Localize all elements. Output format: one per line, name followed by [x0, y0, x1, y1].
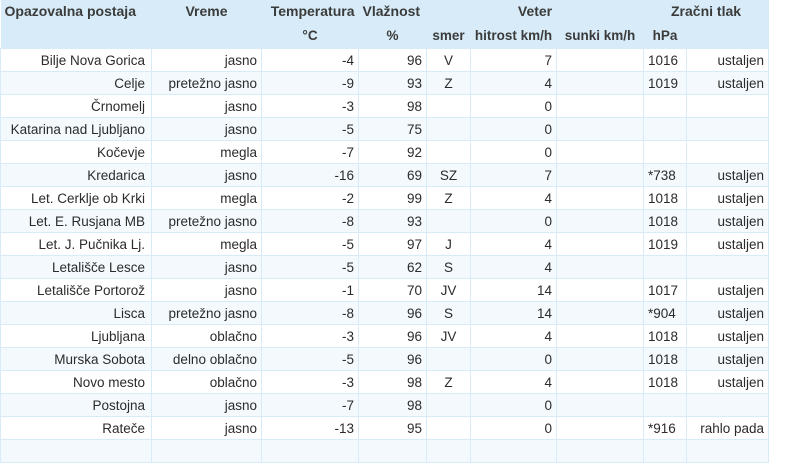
- wind-direction-cell: [427, 394, 471, 417]
- pressure-cell: 1017: [644, 279, 687, 302]
- table-row: [1, 325, 769, 348]
- temperature-cell: -5: [262, 118, 359, 141]
- pressure-cell: [644, 118, 687, 141]
- pressure-tendency-cell: ustaljen: [687, 233, 769, 256]
- pressure-cell: *916: [644, 417, 687, 440]
- pressure-cell: 1018: [644, 348, 687, 371]
- station-cell: Murska Sobota: [1, 348, 152, 371]
- wind-speed-cell: 0: [471, 348, 557, 371]
- pressure-tendency-cell: ustaljen: [687, 164, 769, 187]
- table-row: [1, 49, 769, 72]
- wind-direction-cell: Z: [427, 187, 471, 210]
- pressure-cell: [644, 141, 687, 164]
- wind-direction-cell: S: [427, 302, 471, 325]
- pressure-cell: [644, 95, 687, 118]
- station-cell: Celje: [1, 72, 152, 95]
- temperature-cell: -2: [262, 187, 359, 210]
- pressure-tendency-cell: [687, 256, 769, 279]
- humidity-cell: 96: [359, 348, 427, 371]
- wind-gusts-cell: [557, 302, 644, 325]
- weather-cell: jasno: [152, 417, 262, 440]
- wind-gusts-cell: [557, 233, 644, 256]
- wind-speed-cell: [471, 440, 557, 463]
- table-row: [1, 279, 769, 302]
- header-temperature: Temperatura: [262, 0, 359, 22]
- station-cell: [1, 440, 152, 463]
- station-cell: Let. Cerklje ob Krki: [1, 187, 152, 210]
- humidity-cell: 98: [359, 371, 427, 394]
- pressure-tendency-cell: ustaljen: [687, 210, 769, 233]
- subheader-station-blank: [1, 22, 152, 49]
- wind-speed-cell: 0: [471, 210, 557, 233]
- station-cell: Novo mesto: [1, 371, 152, 394]
- header-humidity: Vlažnost: [359, 0, 427, 22]
- wind-gusts-cell: [557, 164, 644, 187]
- wind-speed-cell: 14: [471, 302, 557, 325]
- pressure-tendency-cell: [687, 394, 769, 417]
- weather-cell: pretežno jasno: [152, 302, 262, 325]
- wind-gusts-cell: [557, 440, 644, 463]
- wind-gusts-cell: [557, 394, 644, 417]
- subheader-wind-gusts: sunki km/h: [557, 22, 644, 49]
- wind-speed-cell: 0: [471, 141, 557, 164]
- temperature-cell: -3: [262, 325, 359, 348]
- wind-speed-cell: 7: [471, 164, 557, 187]
- temperature-cell: -3: [262, 371, 359, 394]
- pressure-tendency-cell: ustaljen: [687, 348, 769, 371]
- wind-gusts-cell: [557, 95, 644, 118]
- table-row: [1, 417, 769, 440]
- pressure-cell: *904: [644, 302, 687, 325]
- station-cell: Postojna: [1, 394, 152, 417]
- wind-gusts-cell: [557, 72, 644, 95]
- temperature-cell: -8: [262, 210, 359, 233]
- temperature-cell: -3: [262, 95, 359, 118]
- wind-direction-cell: Z: [427, 72, 471, 95]
- header-wind: Veter: [427, 0, 644, 22]
- pressure-cell: 1018: [644, 187, 687, 210]
- table-header: [1, 0, 769, 49]
- table-row: [1, 210, 769, 233]
- table-row: [1, 371, 769, 394]
- wind-speed-cell: 0: [471, 118, 557, 141]
- wind-speed-cell: 0: [471, 394, 557, 417]
- station-cell: Črnomelj: [1, 95, 152, 118]
- pressure-tendency-cell: [687, 95, 769, 118]
- humidity-cell: [359, 440, 427, 463]
- pressure-tendency-cell: ustaljen: [687, 279, 769, 302]
- humidity-cell: 69: [359, 164, 427, 187]
- wind-speed-cell: 4: [471, 72, 557, 95]
- pressure-tendency-cell: [687, 440, 769, 463]
- weather-cell: delno oblačno: [152, 348, 262, 371]
- wind-speed-cell: 7: [471, 49, 557, 72]
- humidity-cell: 70: [359, 279, 427, 302]
- subheader-weather-blank: [152, 22, 262, 49]
- station-cell: Let. E. Rusjana MB: [1, 210, 152, 233]
- humidity-cell: 99: [359, 187, 427, 210]
- weather-cell: megla: [152, 233, 262, 256]
- humidity-cell: 93: [359, 210, 427, 233]
- weather-cell: jasno: [152, 279, 262, 302]
- pressure-cell: [644, 256, 687, 279]
- humidity-cell: 98: [359, 394, 427, 417]
- subheader-tendency-blank: [687, 22, 769, 49]
- humidity-cell: 93: [359, 72, 427, 95]
- station-cell: Letališče Portorož: [1, 279, 152, 302]
- humidity-cell: 92: [359, 141, 427, 164]
- wind-gusts-cell: [557, 187, 644, 210]
- weather-cell: oblačno: [152, 371, 262, 394]
- temperature-cell: -5: [262, 256, 359, 279]
- station-cell: Ljubljana: [1, 325, 152, 348]
- subheader-pressure-unit: hPa: [644, 22, 687, 49]
- pressure-cell: [644, 440, 687, 463]
- wind-direction-cell: JV: [427, 325, 471, 348]
- wind-direction-cell: Z: [427, 371, 471, 394]
- station-cell: Rateče: [1, 417, 152, 440]
- header-station: Opazovalna postaja: [1, 0, 152, 22]
- pressure-tendency-cell: ustaljen: [687, 325, 769, 348]
- wind-gusts-cell: [557, 141, 644, 164]
- table-row: [1, 440, 769, 463]
- weather-cell: oblačno: [152, 325, 262, 348]
- station-cell: Let. J. Pučnika Lj.: [1, 233, 152, 256]
- header-row: [1, 0, 769, 22]
- weather-cell: jasno: [152, 394, 262, 417]
- temperature-cell: -9: [262, 72, 359, 95]
- weather-cell: jasno: [152, 256, 262, 279]
- pressure-tendency-cell: ustaljen: [687, 72, 769, 95]
- wind-gusts-cell: [557, 256, 644, 279]
- humidity-cell: 96: [359, 302, 427, 325]
- wind-direction-cell: [427, 348, 471, 371]
- wind-gusts-cell: [557, 348, 644, 371]
- wind-speed-cell: 14: [471, 279, 557, 302]
- weather-cell: jasno: [152, 118, 262, 141]
- subheader-wind-speed: hitrost km/h: [471, 22, 557, 49]
- pressure-cell: 1018: [644, 371, 687, 394]
- wind-gusts-cell: [557, 417, 644, 440]
- table-row: [1, 141, 769, 164]
- temperature-cell: [262, 440, 359, 463]
- wind-gusts-cell: [557, 279, 644, 302]
- humidity-cell: 95: [359, 417, 427, 440]
- station-cell: Katarina nad Ljubljano: [1, 118, 152, 141]
- wind-speed-cell: 4: [471, 371, 557, 394]
- temperature-cell: -8: [262, 302, 359, 325]
- humidity-cell: 97: [359, 233, 427, 256]
- table-row: [1, 95, 769, 118]
- wind-direction-cell: [427, 118, 471, 141]
- header-pressure: Zračni tlak: [644, 0, 769, 22]
- weather-cell: [152, 440, 262, 463]
- wind-direction-cell: JV: [427, 279, 471, 302]
- weather-cell: jasno: [152, 95, 262, 118]
- pressure-cell: 1019: [644, 72, 687, 95]
- wind-direction-cell: SZ: [427, 164, 471, 187]
- weather-cell: megla: [152, 141, 262, 164]
- temperature-cell: -7: [262, 141, 359, 164]
- subheader-temp-unit: °C: [262, 22, 359, 49]
- humidity-cell: 98: [359, 95, 427, 118]
- pressure-tendency-cell: ustaljen: [687, 49, 769, 72]
- wind-speed-cell: 4: [471, 256, 557, 279]
- station-cell: Lisca: [1, 302, 152, 325]
- station-cell: Kredarica: [1, 164, 152, 187]
- temperature-cell: -13: [262, 417, 359, 440]
- table-row: [1, 72, 769, 95]
- table-row: [1, 256, 769, 279]
- wind-speed-cell: 4: [471, 233, 557, 256]
- temperature-cell: -1: [262, 279, 359, 302]
- pressure-tendency-cell: [687, 141, 769, 164]
- humidity-cell: 75: [359, 118, 427, 141]
- wind-direction-cell: [427, 210, 471, 233]
- pressure-cell: 1018: [644, 210, 687, 233]
- wind-direction-cell: [427, 440, 471, 463]
- wind-direction-cell: [427, 417, 471, 440]
- table-row: [1, 233, 769, 256]
- header-weather: Vreme: [152, 0, 262, 22]
- table-row: [1, 302, 769, 325]
- humidity-cell: 96: [359, 49, 427, 72]
- pressure-cell: 1018: [644, 325, 687, 348]
- subheader-humidity-unit: %: [359, 22, 427, 49]
- weather-cell: pretežno jasno: [152, 210, 262, 233]
- subheader-wind-direction: smer: [427, 22, 471, 49]
- pressure-cell: *738: [644, 164, 687, 187]
- temperature-cell: -5: [262, 348, 359, 371]
- pressure-tendency-cell: ustaljen: [687, 371, 769, 394]
- wind-direction-cell: V: [427, 49, 471, 72]
- station-cell: Bilje Nova Gorica: [1, 49, 152, 72]
- pressure-tendency-cell: ustaljen: [687, 302, 769, 325]
- pressure-cell: [644, 394, 687, 417]
- wind-speed-cell: 4: [471, 187, 557, 210]
- wind-direction-cell: J: [427, 233, 471, 256]
- pressure-tendency-cell: rahlo pada: [687, 417, 769, 440]
- wind-gusts-cell: [557, 49, 644, 72]
- temperature-cell: -16: [262, 164, 359, 187]
- humidity-cell: 62: [359, 256, 427, 279]
- wind-speed-cell: 4: [471, 325, 557, 348]
- table-row: [1, 348, 769, 371]
- station-cell: Kočevje: [1, 141, 152, 164]
- wind-gusts-cell: [557, 325, 644, 348]
- temperature-cell: -4: [262, 49, 359, 72]
- weather-cell: pretežno jasno: [152, 72, 262, 95]
- table-row: [1, 164, 769, 187]
- weather-cell: megla: [152, 187, 262, 210]
- weather-cell: jasno: [152, 164, 262, 187]
- wind-direction-cell: [427, 95, 471, 118]
- wind-gusts-cell: [557, 118, 644, 141]
- table-row: [1, 118, 769, 141]
- temperature-cell: -7: [262, 394, 359, 417]
- humidity-cell: 96: [359, 325, 427, 348]
- wind-speed-cell: 0: [471, 95, 557, 118]
- wind-gusts-cell: [557, 210, 644, 233]
- temperature-cell: -5: [262, 233, 359, 256]
- wind-direction-cell: S: [427, 256, 471, 279]
- subheader-row: [1, 22, 769, 49]
- pressure-cell: 1016: [644, 49, 687, 72]
- table-row: [1, 394, 769, 417]
- pressure-tendency-cell: ustaljen: [687, 187, 769, 210]
- wind-direction-cell: [427, 141, 471, 164]
- wind-speed-cell: 0: [471, 417, 557, 440]
- table-row: [1, 187, 769, 210]
- wind-gusts-cell: [557, 371, 644, 394]
- pressure-cell: 1019: [644, 233, 687, 256]
- pressure-tendency-cell: [687, 118, 769, 141]
- weather-cell: jasno: [152, 49, 262, 72]
- table-body: [1, 49, 769, 463]
- station-cell: Letališče Lesce: [1, 256, 152, 279]
